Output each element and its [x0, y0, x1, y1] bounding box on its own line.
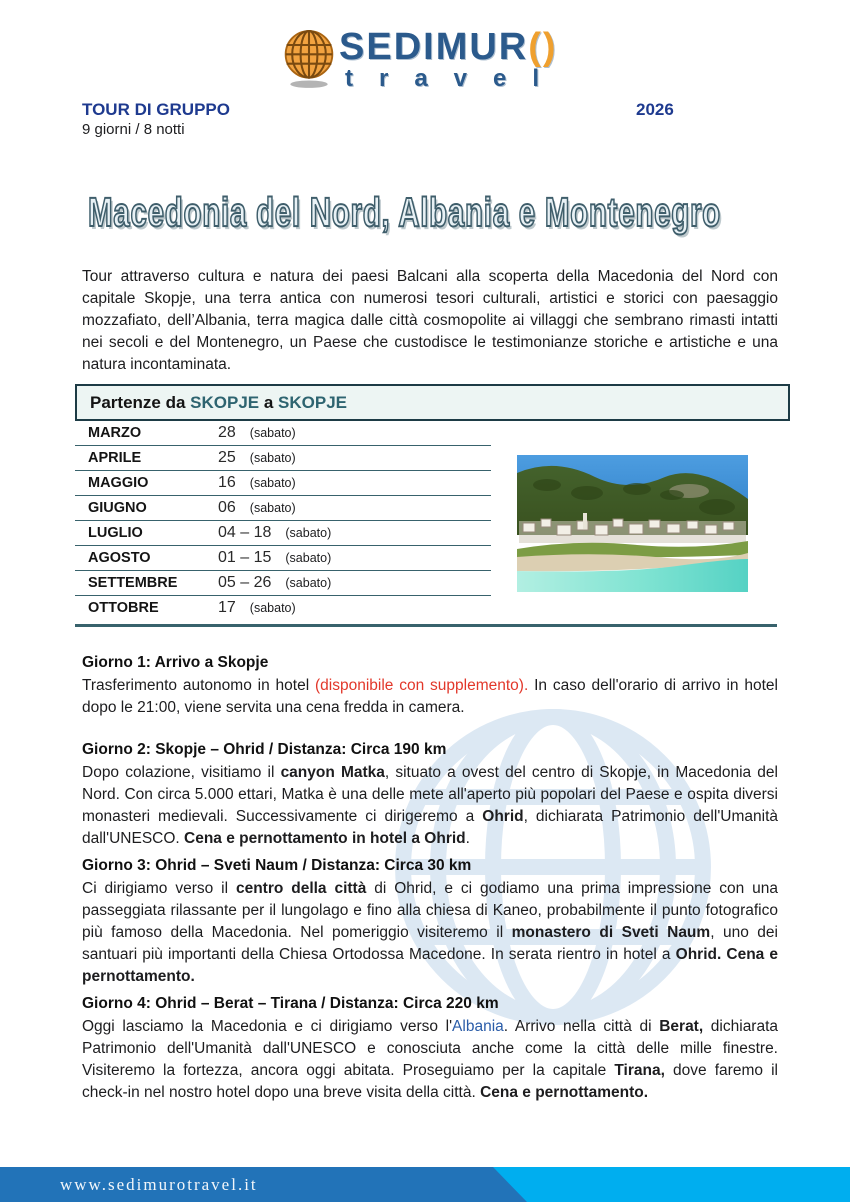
text-segment: SKOPJE	[278, 392, 348, 412]
text-segment: In caso dell'orario di arrivo in hotel dopo le 21:00, viene servita una cena fredda in camera.	[82, 677, 783, 716]
departures-table	[75, 421, 491, 620]
text-segment: Trasferimento autonomo in hotel	[82, 677, 315, 694]
text-segment: SKOPJE	[190, 392, 260, 412]
day-paragraph	[82, 1016, 783, 1104]
text-segment: Partenze da	[90, 392, 191, 412]
departure-weekday: (sabato)	[285, 526, 332, 540]
departure-date: 16	[218, 474, 236, 491]
year-label: 2026	[636, 100, 674, 119]
departure-month: LUGLIO	[88, 525, 143, 541]
page-title: Macedonia del Nord, Albania e Montenegro	[88, 189, 721, 235]
text-segment: monastero di Sveti Naum	[511, 924, 711, 941]
globe-icon	[281, 28, 337, 90]
departure-row	[75, 421, 491, 446]
brand-subtitle: travel	[345, 65, 566, 92]
text-segment: (disponibile con supplemento).	[314, 677, 529, 694]
day-heading: Giorno 4: Ohrid – Berat – Tirana / Distanza: Circa 220 km	[82, 995, 499, 1012]
departure-date: 17	[218, 599, 236, 616]
departure-month: GIUGNO	[88, 500, 147, 516]
tour-type-label: TOUR DI GRUPPO	[82, 100, 230, 119]
text-segment: .	[465, 830, 470, 847]
day-heading: Giorno 1: Arrivo a Skopje	[82, 654, 269, 671]
departures-header	[75, 384, 790, 421]
intro-paragraph: Tour attraverso cultura e natura dei paesi Balcani alla scoperta della Macedonia del Nord con capitale Skopje, una terra antica con numerosi tesori culturali, artistici e storici con paesaggio mozzafiato, dell’Albania, terra magica dalle città cosmopolite ai villaggi che sembrano rimasti intatti nei secoli e del Montenegro, un Paese che custodisce le testimonianze storiche e artistiche e una natura incontaminata.	[82, 268, 778, 373]
departure-weekday: (sabato)	[249, 426, 296, 440]
footer-website-link[interactable]: www.sedimurotravel.it	[60, 1175, 258, 1194]
day-paragraph	[82, 675, 783, 719]
brand-logo	[281, 28, 601, 92]
departure-row	[75, 571, 491, 596]
departure-month: MARZO	[88, 425, 142, 441]
departure-weekday: (sabato)	[249, 501, 296, 515]
day-heading: Giorno 2: Skopje – Ohrid / Distanza: Circa 190 km	[82, 741, 447, 758]
text-segment: Ohrid	[482, 808, 524, 825]
day-section-2	[82, 740, 783, 850]
departure-row	[75, 446, 491, 471]
text-segment: Albania	[452, 1018, 504, 1035]
day-heading: Giorno 3: Ohrid – Sveti Naum / Distanza: Circa 30 km	[82, 857, 472, 874]
departure-row	[75, 546, 491, 571]
day-paragraph	[82, 762, 783, 850]
text-segment: , dichiarata Patrimonio dell'Umanità dall'UNESCO.	[82, 808, 783, 847]
brand-wordmark-text: SEDIMUR	[339, 26, 529, 68]
duration-label: 9 giorni / 8 notti	[82, 121, 185, 138]
departures-heading	[90, 393, 347, 413]
text-segment: Oggi lasciamo la Macedonia e ci dirigiamo verso l'	[82, 1018, 453, 1035]
departure-date: 06	[218, 499, 236, 516]
departure-date: 01 – 15	[218, 549, 272, 566]
departure-month: SETTEMBRE	[88, 575, 178, 591]
departure-date: 28	[218, 424, 236, 441]
day-section-3	[82, 856, 783, 988]
text-segment: , uno dei santuari più importanti della Chiesa Ortodossa Macedone. In serata rientro in hotel a	[82, 924, 783, 963]
departure-date: 04 – 18	[218, 524, 272, 541]
brand-wordmark	[339, 28, 565, 66]
departure-month: APRILE	[88, 450, 142, 466]
text-segment: , situato a ovest del centro di Skopje, in Macedonia del Nord. Con circa 5.000 ettari, Matka è una delle mete all'aperto più popolari del Paese e ospita diversi monasteri medievali. Successivamente ci dirigeremo a	[82, 764, 783, 825]
departure-row	[75, 471, 491, 496]
brand-wordmark-paren: ()	[528, 26, 558, 68]
departure-weekday: (sabato)	[249, 601, 296, 615]
text-segment: Cena e pernottamento in hotel a Ohrid	[184, 830, 466, 847]
day-section-4	[82, 994, 783, 1104]
departure-row	[75, 596, 491, 620]
footer-bar	[0, 1167, 850, 1202]
text-segment: dichiarata Patrimonio dell'Umanità dall'UNESCO e conosciuta anche come la città delle mille finestre. Visiteremo la fortezza, ancora oggi abitata. Proseguiamo per la capitale	[82, 1018, 783, 1079]
departure-weekday: (sabato)	[285, 551, 332, 565]
text-segment: di Ohrid, e ci godiamo una prima impressione con una passeggiata rilassante per il lungolago e fino alla chiesa di Kaneo, probabilmente il punto fotografico più famoso della Macedonia. Nel pomeriggio visiteremo il	[82, 880, 783, 941]
text-segment: . Arrivo nella città di	[503, 1018, 660, 1035]
departure-date: 05 – 26	[218, 574, 272, 591]
text-segment: Ci dirigiamo verso il	[82, 880, 236, 897]
departure-weekday: (sabato)	[249, 451, 296, 465]
text-segment: dove faremo il check-in nel nostro hotel dopo una breve visita della città.	[82, 1062, 783, 1101]
departure-month: OTTOBRE	[88, 600, 159, 616]
day-section-1	[82, 653, 783, 719]
text-segment: Dopo colazione, visitiamo il	[82, 764, 281, 781]
departure-month: MAGGIO	[88, 475, 149, 491]
departure-row	[75, 521, 491, 546]
departure-weekday: (sabato)	[285, 576, 332, 590]
text-segment: Berat,	[659, 1018, 704, 1035]
departure-month: AGOSTO	[88, 550, 151, 566]
text-segment: a	[259, 392, 279, 412]
destination-photo	[517, 455, 748, 592]
day-paragraph	[82, 878, 783, 988]
text-segment: canyon Matka	[280, 764, 385, 781]
departure-row	[75, 496, 491, 521]
departure-date: 25	[218, 449, 236, 466]
table-bottom-rule	[75, 624, 777, 627]
text-segment: centro della città	[235, 880, 367, 897]
text-segment: Ohrid. Cena e pernottamento.	[82, 946, 783, 985]
text-segment: Cena e pernottamento.	[480, 1084, 649, 1101]
departure-weekday: (sabato)	[249, 476, 296, 490]
text-segment: Tirana,	[614, 1062, 665, 1079]
